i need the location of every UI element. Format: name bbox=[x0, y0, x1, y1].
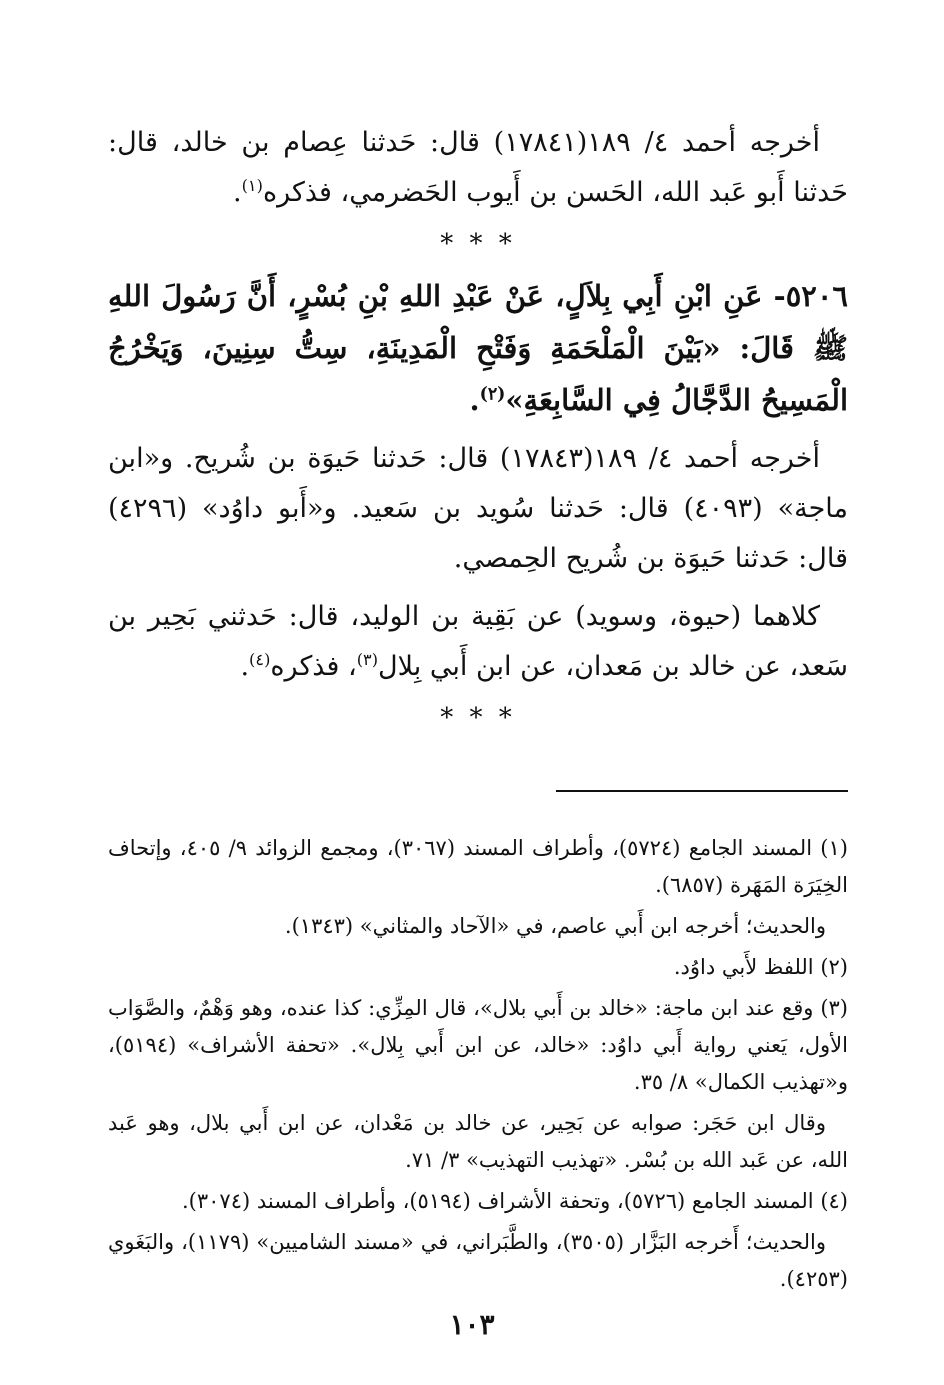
takhrij-paragraph-2: أخرجه أحمد ٤/ ١٨٩(١٧٨٤٣) قال: حَدثنا حَيوَة بن شُريح. و«ابن ماجة» (٤٠٩٣) قال: حَدثنا سُويد بن سَعيد. و«أَبو داوُد» (٤٢٩٦) قال: حَدثنا حَيوَة بن شُريح الحِمصي. bbox=[108, 443, 848, 574]
takhrij-1-text: أخرجه أحمد ٤/ ١٨٩(١٧٨٤١) قال: حَدثنا عِصام بن خالد، قال: حَدثنا أَبو عَبد الله، الحَسن بن أَيوب الحَضرمي، فذكره bbox=[108, 127, 848, 208]
hadith-text: ٥٢٠٦- عَنِ ابْنِ أَبِي بِلاَلٍ، عَنْ عَبْدِ اللهِ بْنِ بُسْرٍ، أَنَّ رَسُولَ اللهِ ﷺ قَالَ: «بَيْنَ الْمَلْحَمَةِ وَفَتْحِ الْمَدِينَةِ، سِتُّ سِنِينَ، وَيَخْرُجُ الْمَسِيحُ الدَّجَّالُ فِي السَّابِعَةِ» bbox=[108, 279, 848, 417]
takhrij-paragraph-1: أخرجه أحمد ٤/ ١٨٩(١٧٨٤١) قال: حَدثنا عِصام بن خالد، قال: حَدثنا أَبو عَبد الله، الحَسن بن أَيوب الحَضرمي، فذكره$^{(١)}$. bbox=[108, 127, 848, 208]
takhrij-3-text: كلاهما (حيوة، وسويد) عن بَقِية بن الوليد، قال: حَدثني بَحِير بن سَعد، عن خالد بن مَعدان، عن ابن أَبي بِلال bbox=[108, 601, 848, 682]
footnote-ref-2[interactable]: (٢) bbox=[479, 384, 506, 405]
footnote-4: (٤) المسند الجامع (٥٧٢٦)، وتحفة الأشراف (٥١٩٤)، وأطراف المسند (٣٠٧٤). bbox=[182, 1189, 848, 1213]
section-separator: * * * bbox=[440, 229, 516, 259]
takhrij-paragraph-3: كلاهما (حيوة، وسويد) عن بَقِية بن الوليد، قال: حَدثني بَحِير بن سَعد، عن خالد بن مَعدان، عن ابن أَبي بِلال$^{(٣)}$، فذكره$^{(٤)}$. bbox=[108, 601, 848, 682]
footnotes bbox=[108, 830, 848, 1302]
main-text bbox=[108, 118, 848, 740]
hadith-5206: ٥٢٠٦- عَنِ ابْنِ أَبِي بِلاَلٍ، عَنْ عَبْدِ اللهِ بْنِ بُسْرٍ، أَنَّ رَسُولَ اللهِ ﷺ قَالَ: «بَيْنَ الْمَلْحَمَةِ وَفَتْحِ الْمَدِينَةِ، سِتُّ سِنِينَ، وَيَخْرُجُ الْمَسِيحُ الدَّجَّالُ فِي السَّابِعَةِ»$^{(٢)}$. bbox=[108, 279, 848, 417]
footnote-2: (٢) اللفظ لأَبي داوُد. bbox=[673, 955, 848, 979]
footnote-3: (٣) وقع عند ابن ماجة: «خالد بن أَبي بلال»، قال المِزِّي: كذا عنده، وهو وَهْمٌ، والصَّوَاب الأول، يَعني رواية أَبي داوُد: «خالد، عن ابن أَبي بِلال». «تحفة الأشراف» (٥١٩٤)، و«تهذيب الكمال» ٨/ ٣٥. bbox=[108, 996, 848, 1094]
footnote-ref-1[interactable]: (١) bbox=[241, 176, 263, 195]
footnote-ref-3[interactable]: (٣) bbox=[356, 650, 379, 669]
footnote-4-continued: والحديث؛ أَخرجه البَزَّار (٣٥٠٥)، والطَّبَراني، في «مسند الشاميين» (١١٧٩)، والبَغَوي (٤٢٥٣). bbox=[108, 1230, 848, 1291]
footnote-divider bbox=[556, 790, 848, 792]
footnote-1-continued: والحديث؛ أخرجه ابن أَبي عاصم، في «الآحاد والمثاني» (١٣٤٣). bbox=[284, 914, 826, 938]
section-separator-2: * * * bbox=[440, 703, 516, 733]
footnote-1: (١) المسند الجامع (٥٧٢٤)، وأطراف المسند (٣٠٦٧)، ومجمع الزوائد ٩/ ٤٠٥، وإتحاف الخِيَرَة المَهَرة (٦٨٥٧). bbox=[108, 836, 848, 897]
page-content bbox=[108, 118, 848, 1291]
footnote-ref-4[interactable]: (٤) bbox=[249, 650, 271, 669]
footnote-3-continued: وقال ابن حَجَر: صوابه عن بَحِير، عن خالد بن مَعْدان، عن ابن أَبي بلال، وهو عَبد الله، عن عَبد الله بن بُسْر. «تهذيب التهذيب» ٣/ ٧١. bbox=[108, 1111, 848, 1172]
page-number: ١٠٣ bbox=[449, 1308, 495, 1341]
